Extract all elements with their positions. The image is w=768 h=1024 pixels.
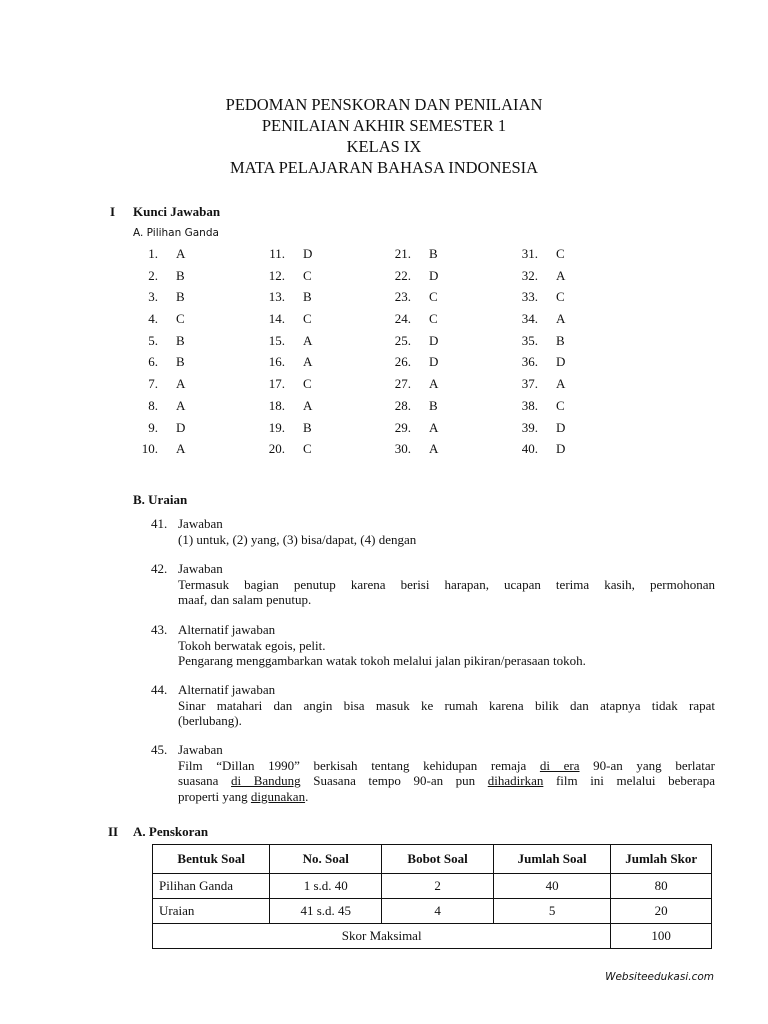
essay-answer-line-1 [178, 758, 715, 774]
essay-item-43 [151, 622, 715, 669]
essay-heading: Jawaban [178, 561, 223, 576]
underlined-phrase: digunakan [250, 788, 306, 804]
text-segment: Film “Dillan 1990” berkisah tentang kehidupan remaja [178, 757, 540, 773]
answer-item [136, 333, 246, 355]
essay-item-41 [151, 516, 715, 547]
question-number: 37. [521, 376, 538, 392]
question-number: 27. [394, 376, 411, 392]
text-segment: . [305, 788, 309, 804]
table-row [153, 874, 712, 899]
answer-item [389, 420, 499, 442]
question-number: 26. [394, 354, 411, 370]
answer-letter: D [429, 267, 439, 283]
essay-item-45 [151, 742, 715, 804]
essay-item-44 [151, 682, 715, 729]
answer-letter: A [176, 246, 186, 261]
table-cell: Pilihan Ganda [153, 874, 270, 899]
answer-item [389, 268, 499, 290]
answer-letter: A [556, 376, 566, 392]
answer-letter: C [303, 267, 312, 283]
answer-item [263, 441, 373, 463]
pilihan-ganda-answer-key [0, 246, 768, 466]
question-number: 28. [394, 397, 411, 413]
answer-item [263, 398, 373, 420]
essay-heading: Jawaban [178, 516, 223, 531]
answer-letter: C [429, 311, 438, 327]
essay-answer: maaf, dan salam penutup. [178, 592, 312, 607]
answer-letter: A [556, 267, 566, 283]
table-cell: Uraian [153, 899, 270, 924]
essay-number: 45. [151, 742, 168, 757]
answer-item [136, 398, 246, 420]
answer-item [516, 354, 626, 376]
footer-watermark: Websiteedukasi.com [605, 971, 714, 983]
table-cell: 41 s.d. 45 [270, 899, 382, 924]
question-number: 31. [521, 246, 538, 261]
uraian-heading: B. Uraian [133, 492, 188, 507]
question-number: 9. [148, 419, 158, 435]
section-1-number: I [110, 204, 116, 219]
answer-item [389, 311, 499, 333]
answer-item [389, 333, 499, 355]
text-segment: Suasana tempo 90-an pun [300, 773, 488, 788]
answer-item [136, 376, 246, 398]
answer-letter: D [176, 419, 186, 435]
question-number: 11. [269, 246, 285, 261]
answer-item [136, 311, 246, 333]
table-cell: 80 [611, 874, 712, 899]
answer-item [516, 441, 626, 463]
answer-letter: A [176, 397, 186, 413]
essay-number: 43. [151, 622, 168, 637]
title-line-4: MATA PELAJARAN BAHASA INDONESIA [229, 158, 539, 177]
answer-letter: C [303, 441, 312, 457]
answer-item [389, 246, 499, 268]
question-number: 39. [521, 419, 538, 435]
answer-item [263, 311, 373, 333]
essay-answer: Tokoh berwatak egois, pelit. [178, 637, 326, 653]
answer-letter: C [176, 311, 185, 327]
answer-letter: C [556, 397, 565, 413]
section-2-number: II [108, 824, 119, 839]
text-segment: properti yang [178, 788, 251, 804]
answer-letter: D [303, 246, 313, 261]
question-number: 19. [268, 419, 285, 435]
essay-answer-line-3 [178, 789, 715, 805]
answer-item [263, 289, 373, 311]
table-cell: 40 [493, 874, 610, 899]
answer-letter: D [556, 419, 566, 435]
text-segment: 90-an yang berlatar [579, 757, 716, 773]
table-header-cell: Jumlah Soal [493, 845, 610, 874]
table-cell: 2 [382, 874, 494, 899]
question-number: 8. [148, 397, 158, 413]
answer-letter: A [429, 441, 439, 457]
answer-item [516, 420, 626, 442]
answer-item [263, 420, 373, 442]
essay-item-42 [151, 561, 715, 608]
section-1-title: Kunci Jawaban [133, 204, 221, 219]
answer-letter: A [303, 397, 313, 413]
question-number: 32. [521, 267, 538, 283]
question-number: 3. [148, 289, 158, 305]
answer-letter: D [556, 354, 566, 370]
answer-letter: A [176, 376, 186, 392]
essay-answer: (1) untuk, (2) yang, (3) bisa/dapat, (4) dengan [178, 531, 417, 547]
answer-item [389, 398, 499, 420]
title-line-3: KELAS IX [346, 137, 422, 156]
essay-heading: Alternatif jawaban [178, 682, 276, 697]
essay-answer: Sinar matahari dan angin bisa masuk ke rumah karena bilik dan atapnya tidak rapat [178, 697, 715, 713]
essay-number: 41. [151, 516, 168, 531]
question-number: 30. [394, 441, 411, 457]
answer-item [136, 246, 246, 268]
answer-item [263, 268, 373, 290]
answer-item [389, 441, 499, 463]
answer-item [389, 376, 499, 398]
question-number: 40. [521, 441, 538, 457]
answer-item [389, 354, 499, 376]
answer-letter: A [176, 441, 186, 457]
table-total-row [153, 924, 712, 949]
answer-item [516, 398, 626, 420]
essay-answer: Pengarang menggambarkan watak tokoh melalui jalan pikiran/perasaan tokoh. [178, 653, 586, 668]
table-cell: 1 s.d. 40 [270, 874, 382, 899]
table-row [153, 899, 712, 924]
answer-item [516, 311, 626, 333]
question-number: 36. [521, 354, 538, 370]
question-number: 14. [268, 311, 285, 327]
question-number: 2. [148, 267, 158, 283]
question-number: 5. [148, 332, 158, 348]
answer-item [136, 420, 246, 442]
question-number: 10. [141, 441, 158, 457]
answer-item [263, 333, 373, 355]
answer-letter: D [556, 441, 566, 457]
question-number: 13. [268, 289, 285, 305]
answer-item [516, 333, 626, 355]
answer-item [136, 289, 246, 311]
table-cell: 20 [611, 899, 712, 924]
title-line-1: PEDOMAN PENSKORAN DAN PENILAIAN [225, 95, 543, 114]
document-title [0, 94, 768, 178]
question-number: 25. [394, 332, 411, 348]
answer-letter: C [556, 289, 565, 305]
answer-letter: A [303, 354, 313, 370]
answer-item [516, 246, 626, 268]
answer-letter: B [556, 332, 565, 348]
answer-item [389, 289, 499, 311]
answer-letter: C [303, 376, 312, 392]
question-number: 7. [148, 376, 158, 392]
answer-letter: B [176, 354, 185, 370]
question-number: 29. [394, 419, 411, 435]
essay-answer: (berlubang). [178, 713, 242, 728]
answer-letter: B [429, 246, 438, 261]
question-number: 24. [394, 311, 411, 327]
question-number: 21. [394, 246, 411, 261]
answer-item [263, 246, 373, 268]
essay-number: 42. [151, 561, 168, 576]
answer-column [389, 246, 499, 463]
answer-item [136, 441, 246, 463]
table-header-cell: Jumlah Skor [611, 845, 712, 874]
answer-item [263, 376, 373, 398]
question-number: 12. [268, 267, 285, 283]
question-number: 1. [148, 246, 158, 261]
question-number: 33. [521, 289, 538, 305]
answer-letter: B [303, 419, 312, 435]
total-label: Skor Maksimal [153, 924, 611, 949]
question-number: 34. [521, 311, 538, 327]
question-number: 17. [268, 376, 285, 392]
answer-letter: C [303, 311, 312, 327]
answer-letter: B [176, 332, 185, 348]
title-line-2: PENILAIAN AKHIR SEMESTER 1 [261, 116, 507, 135]
underlined-phrase: di era [539, 757, 580, 773]
answer-item [516, 289, 626, 311]
question-number: 35. [521, 332, 538, 348]
answer-letter: B [429, 397, 438, 413]
essay-answer-line-2 [178, 773, 715, 789]
table-header-row [153, 845, 712, 874]
answer-column [263, 246, 373, 463]
table-cell: 4 [382, 899, 494, 924]
question-number: 38. [521, 397, 538, 413]
total-value: 100 [611, 924, 712, 949]
table-header-cell: No. Soal [270, 845, 382, 874]
underlined-phrase: di Bandung [231, 773, 301, 788]
question-number: 16. [268, 354, 285, 370]
answer-item [516, 268, 626, 290]
question-number: 4. [148, 311, 158, 327]
pilihan-ganda-heading: A. Pilihan Ganda [133, 227, 219, 239]
essay-answer: Termasuk bagian penutup karena berisi harapan, ucapan terima kasih, permohonan [178, 576, 715, 592]
answer-item [136, 354, 246, 376]
answer-item [516, 376, 626, 398]
question-number: 23. [394, 289, 411, 305]
answer-column [136, 246, 246, 463]
essay-number: 44. [151, 682, 168, 697]
table-cell: 5 [493, 899, 610, 924]
answer-letter: B [176, 289, 185, 305]
essay-heading: Jawaban [178, 742, 223, 757]
question-number: 22. [394, 267, 411, 283]
text-segment: suasana [178, 773, 232, 788]
answer-letter: A [429, 376, 439, 392]
answer-item [136, 268, 246, 290]
answer-column [516, 246, 626, 463]
answer-item [263, 354, 373, 376]
answer-letter: C [556, 246, 565, 261]
section-2-title: A. Penskoran [133, 824, 209, 839]
table-header-cell: Bentuk Soal [153, 845, 270, 874]
answer-letter: A [303, 332, 313, 348]
answer-letter: A [429, 419, 439, 435]
answer-letter: B [176, 267, 185, 283]
question-number: 18. [268, 397, 285, 413]
answer-letter: A [556, 311, 566, 327]
essay-heading: Alternatif jawaban [178, 622, 276, 637]
text-segment: film ini melalui beberapa [543, 773, 715, 788]
answer-letter: C [429, 289, 438, 305]
answer-letter: D [429, 332, 439, 348]
question-number: 6. [148, 354, 158, 370]
scoring-table [152, 844, 712, 949]
underlined-phrase: dihadirkan [487, 773, 544, 788]
question-number: 20. [268, 441, 285, 457]
answer-letter: D [429, 354, 439, 370]
question-number: 15. [268, 332, 285, 348]
answer-letter: B [303, 289, 312, 305]
table-header-cell: Bobot Soal [382, 845, 494, 874]
